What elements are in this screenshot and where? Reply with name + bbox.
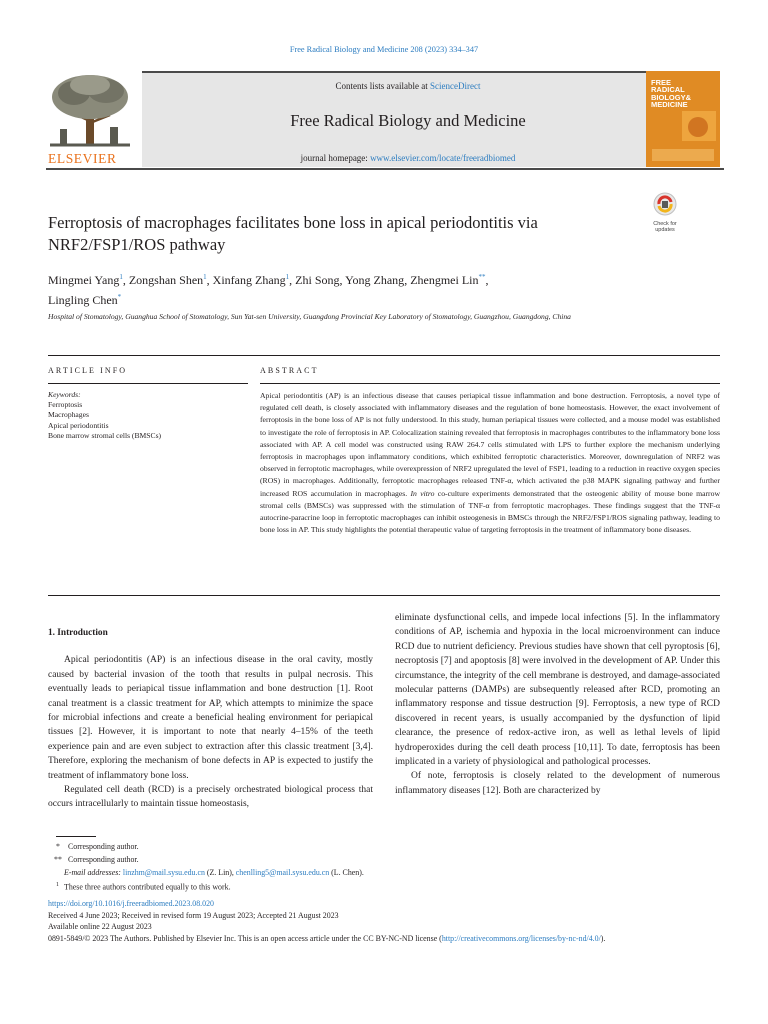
- section-rule-top: [48, 355, 720, 356]
- footnote-rule: [56, 836, 96, 837]
- author[interactable]: Zhengmei Lin**: [410, 273, 486, 287]
- license-link[interactable]: http://creativecommons.org/licenses/by-nc-nd/4.0/: [441, 934, 601, 944]
- section-rule-bottom: [48, 595, 720, 596]
- author[interactable]: Lingling Chen*: [48, 293, 122, 307]
- author[interactable]: Yong Zhang: [345, 273, 405, 287]
- journal-cover-thumbnail[interactable]: [646, 71, 720, 167]
- keyword: Apical periodontitis: [48, 420, 109, 430]
- article-metadata: [48, 898, 728, 945]
- cover-line: FREE: [651, 78, 672, 87]
- check-for-updates-button[interactable]: [648, 192, 682, 232]
- elsevier-tree-icon: [46, 71, 134, 151]
- abstract-rule: [260, 383, 720, 384]
- doi-link[interactable]: https://doi.org/10.1016/j.freeradbiomed.2023.08.020: [48, 899, 214, 908]
- affiliation: Hospital of Stomatology, Guanghua School of Stomatology, Sun Yat-sen University, Guangdong Provincial Key Laboratory of Stomatology, Guangzhou, Guangdong, China: [48, 312, 571, 321]
- journal-header: [46, 71, 724, 168]
- abstract-heading: ABSTRACT: [260, 366, 319, 375]
- intro-paragraph-3: eliminate dysfunctional cells, and impede local infections [5]. In the inflammatory conditions of AP, ischemia and hypoxia in the local microenvironment can induce RCD due to nutrient deficiency. Previous studies have shown that cell pyroptosis [6], necroptosis [7] and apoptosis [8] were involved in the development of AP. Under this circumstance, the integrity of the cell membrane is destroyed, and damage-associated molecular patterns (DAMPs) are subsequently released after RCD, promoting an inflammatory response and tissue destruction [9]. Ferroptosis, a new type of RCD discovered in recent years, is usually accompanied by the dysfunction of lipid clearance, the presence of redox-active iron, as well as lethal levels of lipid hydroperoxides during the cell death process [10,11]. To date, ferroptosis has been implicated in a variety of physiological and pathological processes.: [395, 613, 720, 768]
- keyword: Bone marrow stromal cells (BMSCs): [48, 430, 162, 440]
- cover-graphic: [646, 71, 720, 167]
- author[interactable]: Zongshan Shen$^1$: [128, 273, 207, 287]
- journal-title: Free Radical Biology and Medicine: [290, 111, 526, 130]
- homepage-line: [142, 153, 674, 163]
- cover-line: BIOLOGY&: [651, 92, 692, 102]
- email-link[interactable]: linzhm@mail.sysu.edu.cn: [122, 868, 205, 877]
- cover-line: RADICAL: [651, 85, 685, 95]
- intro-paragraph-2: Regulated cell death (RCD) is a precisely orchestrated biological process that occurs intracellularly to maintain tissue homeostasis,: [48, 785, 373, 810]
- keywords-block: [48, 390, 248, 441]
- keyword: Macrophages: [48, 410, 89, 420]
- footnote-equal-contribution: $^1$ These three authors contributed equally to this work.: [56, 882, 231, 892]
- intro-heading: 1. Introduction: [48, 628, 108, 638]
- available-online: Available online 22 August 2023: [48, 922, 152, 932]
- homepage-prefix: journal homepage:: [300, 153, 371, 163]
- elsevier-logo[interactable]: [46, 71, 134, 167]
- journal-info-box: [142, 71, 674, 167]
- cover-line: MEDICINE: [651, 100, 688, 110]
- license-statement: 0891-5849/© 2023 The Authors. Published by Elsevier Inc. This is an open access article under the CC BY-NC-ND license (http://creativecommons.org/licenses/by-nc-nd/4.0/).: [48, 934, 606, 944]
- check-updates-icon: [648, 192, 682, 216]
- footnote-emails: E-mail addresses: linzhm@mail.sysu.edu.cn (Z. Lin), chenlling5@mail.sysu.edu.cn (L. Chen).: [64, 868, 364, 877]
- abstract-text: Apical periodontitis (AP) is an infectious disease that causes periapical tissue inflammation and bone destruction. Ferroptosis, a novel type of regulated cell death, is closely associated with inflammatory diseases and the regulation of bone homeostasis. However, the exact involvement of ferroptosis in the bone loss of AP is not fully understood. In this study, human periapical tissues were collected, and a mouse model was established to investigate the role of ferroptosis in AP. Colocalization staining revealed that ferroptosis in macrophages contributes to the inflammatory bone loss associated with AP. A cell model was constructed using RAW 264.7 cells stimulated with LPS to further explore the mechanism underlying ferroptosis in macrophages upon inflammatory conditions, which exhibited ferroptotic characteristics. Moreover, downregulation of NRF2 was observed in ferroptotic macrophages, while overexpression of NRF2 upregulated the level of FSP1, leading to a reduction in reactive oxygen species (ROS) in macrophages. Additionally, ferroptotic macrophages released TNF-α, which activated the p38 MAPK signaling pathway and further increased ROS accumulation in macrophages. In vitro co-culture experiments demonstrated that the osteogenic ability of mouse bone marrow stromal cells (BMSCs) was suppressed with the stimulation of TNF-α from ferroptotic macrophages. These findings suggest that the TNF-α autocrine-paracrine loop in ferroptotic macrophages can inhibit osteogenesis in BMSCs through the NRF2/FSP1/ROS signaling pathway, leading to bone loss in AP. This study highlights the potential therapeutic value of targeting ferroptosis in the treatment of inflammatory bone diseases.: [260, 391, 720, 535]
- author-list: Mingmei Yang$^1$, Zongshan Shen$^1$, Xinfang Zhang$^1$, Zhi Song, Yong Zhang, Zhengmei Lin**, Lingling Chen*: [48, 273, 489, 307]
- footnotes: [48, 840, 728, 894]
- article-info-heading: ARTICLE INFO: [48, 366, 128, 375]
- footnote-corresponding-1: * Corresponding author.: [56, 842, 139, 851]
- keywords-label: Keywords:: [48, 390, 81, 399]
- contents-line: [142, 81, 674, 91]
- journal-reference[interactable]: Free Radical Biology and Medicine 208 (2023) 334–347: [289, 45, 479, 54]
- sciencedirect-link[interactable]: ScienceDirect: [430, 81, 481, 91]
- keyword: Ferroptosis: [48, 400, 83, 410]
- check-updates-label: Check for updates: [653, 221, 677, 233]
- author[interactable]: Mingmei Yang$^1$: [48, 273, 123, 287]
- homepage-link[interactable]: www.elsevier.com/locate/freeradbiomed: [370, 153, 516, 163]
- author[interactable]: Xinfang Zhang$^1$: [212, 273, 290, 287]
- article-info-rule: [48, 383, 248, 384]
- body-left-column: [48, 611, 373, 812]
- intro-paragraph-4: Of note, ferroptosis is closely related to the development of numerous inflammatory diseases [12]. Both are characterized by: [395, 771, 720, 796]
- received-dates: Received 4 June 2023; Received in revised form 19 August 2023; Accepted 21 August 2023: [48, 910, 339, 920]
- author[interactable]: Zhi Song: [295, 273, 340, 287]
- header-rule: [46, 168, 724, 170]
- body-right-column: [395, 611, 720, 798]
- intro-paragraph-1: Apical periodontitis (AP) is an infectious disease in the oral cavity, mostly caused by bacterial invasion of the tooth that results in pulpal necrosis. This eventually leads to periapical tissue inflammation and bone destruction [1]. Root canal treatment is a classic treatment for AP, which attempts to minimize the space for microbial infections and create a beneficial healing environment for periapical tissues [2]. However, it is important to note that nearly 4–15% of the teeth experience pain and are even subject to extraction after this classic treatment [3,4]. Therefore, exploring the mechanism of bone defects in AP is expected to justify the treatment of inflammatory bone loss.: [48, 655, 373, 781]
- contents-prefix: Contents lists available at: [335, 81, 430, 91]
- footnote-corresponding-2: ** Corresponding author.: [54, 855, 139, 864]
- article-title: Ferroptosis of macrophages facilitates bone loss in apical periodontitis via NRF2/FSP1/ROS pathway: [48, 213, 538, 254]
- elsevier-wordmark: ELSEVIER: [48, 151, 117, 166]
- email-link[interactable]: chenlling5@mail.sysu.edu.cn: [235, 868, 330, 877]
